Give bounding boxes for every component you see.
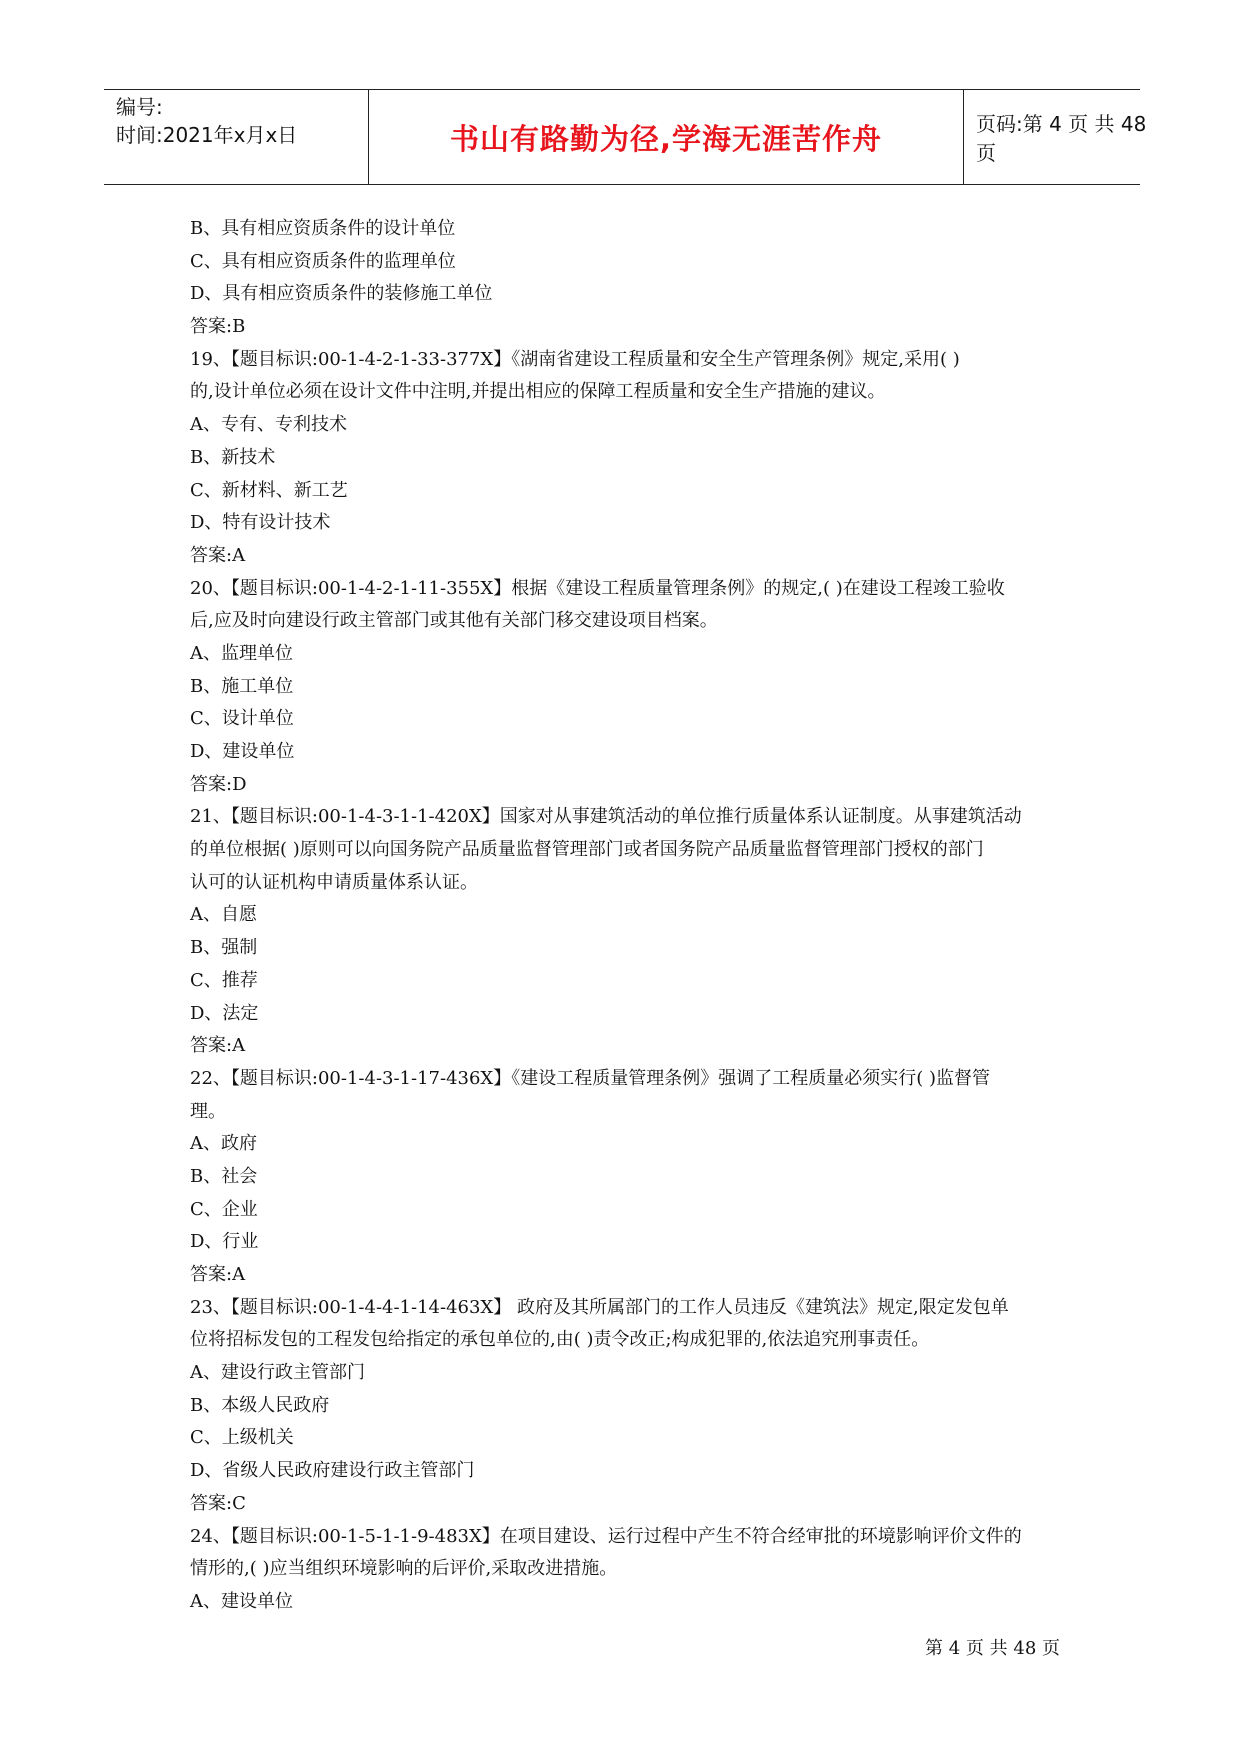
header-motto-cell (369, 90, 963, 184)
page-header (104, 89, 1147, 185)
time-label: 时间:2021年x月x日 (116, 123, 298, 147)
page-label: 页码:第 4 页 共 48 页 (976, 112, 1147, 165)
text-line: 答案:B (190, 316, 246, 338)
text-line: 的,设计单位必须在设计文件中注明,并提出相应的保障工程质量和安全生产措施的建议。 (190, 381, 886, 403)
number-label: 编号: (116, 95, 163, 119)
document-body (190, 213, 1070, 1619)
text-line: B、强制 (190, 937, 258, 959)
text-line: A、政府 (190, 1133, 257, 1155)
text-line: 21、【题目标识:00-1-4-3-1-1-420X】国家对从事建筑活动的单位推行质量体系认证制度。从事建筑活动 (190, 806, 1022, 828)
text-line: 答案:C (190, 1492, 246, 1514)
text-line: C、具有相应资质条件的监理单位 (190, 250, 456, 272)
text-line: A、建设单位 (190, 1590, 293, 1612)
text-line: C、新材料、新工艺 (190, 479, 348, 501)
text-line: 20、【题目标识:00-1-4-2-1-11-355X】根据《建设工程质量管理条例》的规定,( )在建设工程竣工验收 (190, 577, 1005, 599)
text-line: D、行业 (190, 1231, 259, 1253)
text-line: A、建设行政主管部门 (190, 1362, 365, 1384)
page-footer: 第 4 页 共 48 页 (925, 1638, 1060, 1659)
text-line: 22、【题目标识:00-1-4-3-1-17-436X】《建设工程质量管理条例》强调了工程质量必须实行( )监督管 (190, 1067, 991, 1089)
text-line: D、建设单位 (190, 741, 295, 762)
text-line: 位将招标发包的工程发包给指定的承包单位的,由( )责令改正;构成犯罪的,依法追究刑事责任。 (190, 1329, 930, 1351)
text-line: C、设计单位 (190, 708, 294, 730)
text-line: 答案:A (190, 544, 246, 566)
text-line: C、推荐 (190, 969, 258, 991)
text-line: A、自愿 (190, 904, 257, 926)
text-line: C、上级机关 (190, 1427, 294, 1449)
text-line: B、新技术 (190, 446, 276, 468)
text-line: 认可的认证机构申请质量体系认证。 (190, 871, 478, 893)
text-line: B、具有相应资质条件的设计单位 (190, 218, 456, 239)
text-line: 理。 (190, 1100, 226, 1122)
text-line: A、专有、专利技术 (190, 414, 347, 436)
text-line: A、监理单位 (190, 642, 293, 664)
text-line: 答案:A (190, 1264, 246, 1285)
header-info (116, 90, 368, 184)
motto-text: 书山有路勤为径,学海无涯苦作舟 (449, 121, 883, 156)
text-line: D、具有相应资质条件的装修施工单位 (190, 283, 493, 305)
text-line: 答案:D (190, 773, 247, 795)
text-line: B、施工单位 (190, 675, 294, 697)
text-line: 23、【题目标识:00-1-4-4-1-14-463X】 政府及其所属部门的工作人员违反《建筑法》规定,限定发包单 (190, 1296, 1009, 1318)
text-line: D、法定 (190, 1002, 259, 1024)
text-line: 情形的,( )应当组织环境影响的后评价,采取改进措施。 (190, 1558, 618, 1580)
text-line: D、特有设计技术 (190, 512, 331, 534)
text-line: 答案:A (190, 1035, 246, 1057)
text-line: C、企业 (190, 1198, 258, 1220)
text-line: B、社会 (190, 1165, 258, 1187)
text-line: D、省级人民政府建设行政主管部门 (190, 1460, 475, 1482)
header-page-cell (964, 90, 1152, 184)
text-line: B、本级人民政府 (190, 1394, 330, 1416)
text-line: 19、【题目标识:00-1-4-2-1-33-377X】《湖南省建设工程质量和安全生产管理条例》规定,采用( ) (190, 348, 960, 370)
text-line: 24、【题目标识:00-1-5-1-1-9-483X】在项目建设、运行过程中产生不符合经审批的环境影响评价文件的 (190, 1525, 1022, 1547)
text-line: 后,应及时向建设行政主管部门或其他有关部门移交建设项目档案。 (190, 610, 718, 632)
text-line: 的单位根据( )原则可以向国务院产品质量监督管理部门或者国务院产品质量监督管理部门授权的部门 (190, 839, 984, 861)
